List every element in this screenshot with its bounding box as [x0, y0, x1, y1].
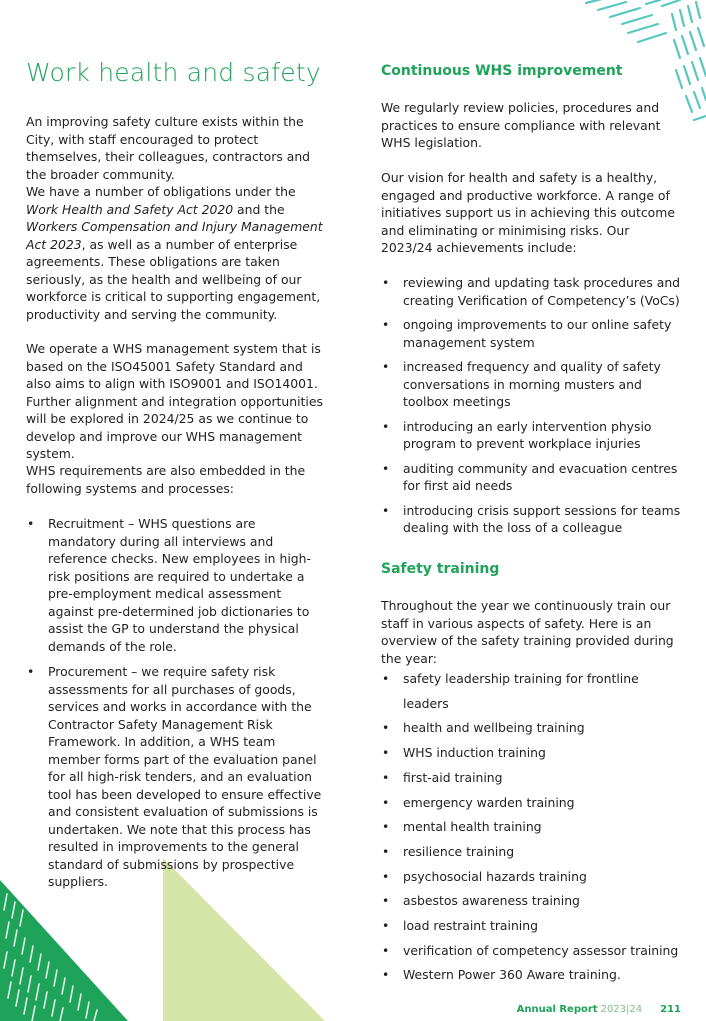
management-system-paragraph: We operate a WHS management system that is based on the ISO45001 Safety Standard and also aims to align with ISO9001 and ISO14001. Further alignment and integration opportunities will be explored in 2024/25 as we continue to develop and improve our WHS management system. [26, 341, 323, 461]
law-whs-act: Work Health and Safety Act 2020 [26, 201, 234, 217]
footer-report-label: Annual Report [516, 1004, 598, 1015]
list-item: • increased frequency and quality of safety conversations in morning musters and toolbox meetings [381, 358, 681, 411]
list-item: • Recruitment – WHS questions are mandatory during all interviews and reference checks. New employees in high-risk positions are required to undertake a pre-employment medical assessment against pre-determined job dictionaries to assist the GP to understand the physical demands of the role. [26, 515, 326, 655]
vision-paragraph: Our vision for health and safety is a healthy, engaged and productive workforce. A range of initiatives support us in achieving this outcome and eliminating or minimising risks. Our 2023/24 achievements include: [381, 170, 675, 255]
review-paragraph: We regularly review policies, procedures and practices to ensure compliance with relevant WHS legislation. [381, 100, 661, 150]
corner-pattern-bottom-left [0, 880, 130, 1021]
embedded-requirements-paragraph: WHS requirements are also embedded in the following systems and processes: [26, 463, 306, 496]
list-item: • reviewing and updating task procedures and creating Verification of Competency’s (VoCs) [381, 274, 681, 309]
list-item: • introducing an early intervention physio program to prevent workplace injuries [381, 418, 681, 453]
page-title: Work health and safety [26, 58, 321, 87]
page-footer [517, 1004, 681, 1015]
page-number: 211 [660, 1004, 681, 1015]
list-item: • mental health training [381, 815, 686, 840]
list-item: • Procurement – we require safety risk assessments for all purchases of goods, services and works in accordance with the Contractor Safety Management Risk Framework. In addition, a WHS team member forms part of the evaluation panel for all high-risk tenders, and an evaluation tool has been developed to ensure effective and consistent evaluation of submissions is undertaken. We note that this process has resulted in improvements to the general standard of submissions by prospective suppliers. [26, 663, 326, 891]
training-overview-paragraph: Throughout the year we continuously train our staff in various aspects of safety. Here is an overview of the safety training provided during the year: [381, 598, 674, 666]
list-item: • WHS induction training [381, 741, 686, 766]
list-item: • asbestos awareness training [381, 889, 686, 914]
list-item: • ongoing improvements to our online safety management system [381, 316, 681, 351]
whs-process-list [26, 515, 326, 891]
obligations-text-a: We have a number of obligations under the [26, 184, 296, 199]
list-item: • load restraint training [381, 914, 686, 939]
obligations-text-b: and the [233, 201, 285, 217]
list-item: • resilience training [381, 840, 686, 865]
list-item: • emergency warden training [381, 791, 686, 816]
list-item: • auditing community and evacuation centres for first aid needs [381, 460, 681, 495]
list-item: • first-aid training [381, 766, 686, 791]
list-item: • psychosocial hazards training [381, 865, 686, 890]
obligations-paragraph [26, 183, 326, 323]
list-item: • health and wellbeing training [381, 716, 686, 741]
list-item: • verification of competency assessor training [381, 939, 686, 964]
footer-report-year: 2023|24 [600, 1004, 643, 1015]
achievements-list [381, 274, 681, 537]
list-item: • safety leadership training for frontline leaders [381, 667, 686, 716]
law-workers-comp-act: Workers Compensation and Injury Management Act 2023 [26, 219, 323, 252]
list-item: • introducing crisis support sessions for teams dealing with the loss of a colleague [381, 502, 681, 537]
section-heading-continuous-improvement: Continuous WHS improvement [381, 63, 623, 79]
training-list [381, 667, 686, 988]
obligations-text-c: , as well as a number of enterprise agreements. These obligations are taken seriously, as the health and wellbeing of our workforce is critical to supporting engagement, productivity and serving the community. [26, 236, 321, 322]
list-item: • Western Power 360 Aware training. [381, 963, 686, 988]
intro-paragraph: An improving safety culture exists within the City, with staff encouraged to protect themselves, their colleagues, contractors and the broader community. [26, 114, 311, 182]
section-heading-safety-training: Safety training [381, 561, 500, 577]
